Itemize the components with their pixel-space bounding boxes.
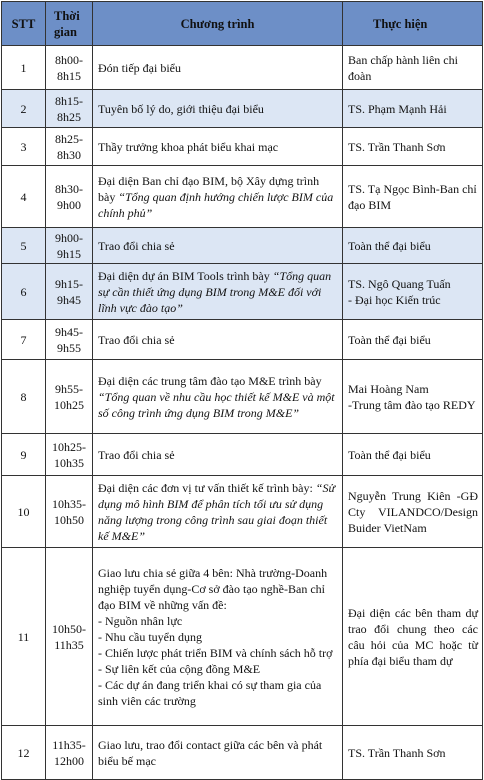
cell-program: Đại diện dự án BIM Tools trình bày “Tổng quan sự cần thiết ứng dụng BIM trong M&E đối với lĩnh vực đào tạo” — [93, 264, 343, 320]
table-row — [2, 434, 483, 476]
table-row — [2, 476, 483, 548]
cell-performer: TS. Ngô Quang Tuấn - Đại học Kiến trúc — [343, 264, 483, 320]
table-row — [2, 228, 483, 264]
cell-program: Thầy trưởng khoa phát biểu khai mạc — [93, 128, 343, 166]
header-performer: Thực hiện — [343, 2, 483, 46]
cell-performer: Toàn thể đại biểu — [343, 228, 483, 264]
cell-stt: 9 — [2, 434, 46, 476]
cell-stt: 7 — [2, 320, 46, 360]
cell-time: 9h15- 9h45 — [46, 264, 93, 320]
cell-stt: 12 — [2, 726, 46, 780]
list-item: - Nguồn nhân lực — [98, 613, 183, 628]
cell-performer: Toàn thể đại biểu — [343, 434, 483, 476]
cell-time: 11h35- 12h00 — [46, 726, 93, 780]
cell-time: 9h55- 10h25 — [46, 360, 93, 434]
cell-stt: 11 — [2, 548, 46, 726]
cell-performer: TS. Phạm Mạnh Hải — [343, 90, 483, 128]
table-row — [2, 320, 483, 360]
cell-program: Trao đổi chia sẻ — [93, 228, 343, 264]
table-row — [2, 90, 483, 128]
cell-time: 10h35- 10h50 — [46, 476, 93, 548]
cell-program: Trao đổi chia sẻ — [93, 320, 343, 360]
table-row — [2, 166, 483, 228]
cell-program: Đại diện các đơn vị tư vấn thiết kế trình bày: “Sử dụng mô hình BIM để phân tích tối ưu sử dụng năng lượng trong công trình sau giai đoạn thiết kế M&E” — [93, 476, 343, 548]
table-row — [2, 360, 483, 434]
cell-performer: Mai Hoàng Nam -Trung tâm đào tạo REDY — [343, 360, 483, 434]
header-row — [2, 2, 483, 46]
list-item: - Nhu cầu tuyển dụng — [98, 629, 202, 644]
table-row — [2, 128, 483, 166]
cell-time: 10h50- 11h35 — [46, 548, 93, 726]
cell-program: Tuyên bố lý do, giới thiệu đại biểu — [93, 90, 343, 128]
cell-time: 10h25- 10h35 — [46, 434, 93, 476]
header-program: Chương trình — [93, 2, 343, 46]
list-item: - Chiến lược phát triển BIM và chính sách hỗ trợ — [98, 645, 333, 660]
cell-performer: TS. Tạ Ngọc Bình-Ban chỉ đạo BIM — [343, 166, 483, 228]
cell-performer: TS. Trần Thanh Sơn — [343, 726, 483, 780]
cell-program: Giao lưu chia sẻ giữa 4 bên: Nhà trường-Doanh nghiệp tuyển dụng-Cơ sở đào tạo nghề-Ban chỉ đạo BIM về những vấn đề: - Nguồn nhân lực - Nhu cầu tuyển dụng - Chiến lược phát triển BIM và chính sách hỗ trợ - Sự liên kết của cộng đồng M&E - Các dự án đang triển khai có sự tham gia của sinh viên các trường — [93, 548, 343, 726]
cell-performer: Toàn thể đại biểu — [343, 320, 483, 360]
cell-time: 8h30- 9h00 — [46, 166, 93, 228]
cell-stt: 5 — [2, 228, 46, 264]
cell-performer: Ban chấp hành liên chi đoàn — [343, 46, 483, 90]
cell-time: 9h45- 9h55 — [46, 320, 93, 360]
agenda-table — [1, 1, 483, 780]
cell-program: Đón tiếp đại biểu — [93, 46, 343, 90]
cell-stt: 10 — [2, 476, 46, 548]
cell-stt: 8 — [2, 360, 46, 434]
table-row — [2, 726, 483, 780]
header-stt: STT — [2, 2, 46, 46]
cell-time: 8h15- 8h25 — [46, 90, 93, 128]
cell-stt: 4 — [2, 166, 46, 228]
table-row — [2, 548, 483, 726]
cell-performer: Đại diện các bên tham dự trao đổi chung theo các câu hỏi của MC hoặc từ phía đại biểu tham dự — [343, 548, 483, 726]
cell-performer: TS. Trần Thanh Sơn — [343, 128, 483, 166]
cell-stt: 3 — [2, 128, 46, 166]
cell-program: Đại diện các trung tâm đào tạo M&E trình bày “Tổng quan về nhu cầu học thiết kế M&E và một số công trình ứng dụng BIM trong M&E” — [93, 360, 343, 434]
cell-time: 8h00- 8h15 — [46, 46, 93, 90]
table-row — [2, 264, 483, 320]
cell-performer: Nguyễn Trung Kiên -GĐ Cty VILANDCO/Design Buider VietNam — [343, 476, 483, 548]
cell-stt: 6 — [2, 264, 46, 320]
list-item: - Sự liên kết của cộng đồng M&E — [98, 661, 261, 676]
cell-program: Giao lưu, trao đổi contact giữa các bên và phát biểu bế mạc — [93, 726, 343, 780]
list-item: - Các dự án đang triển khai có sự tham gia của sinh viên các trường — [98, 677, 322, 708]
cell-stt: 1 — [2, 46, 46, 90]
table-row — [2, 46, 483, 90]
header-time: Thời gian — [46, 2, 93, 46]
cell-time: 8h25- 8h30 — [46, 128, 93, 166]
cell-stt: 2 — [2, 90, 46, 128]
cell-program: Trao đổi chia sẻ — [93, 434, 343, 476]
cell-time: 9h00- 9h15 — [46, 228, 93, 264]
cell-program: Đại diện Ban chỉ đạo BIM, bộ Xây dựng trình bày “Tổng quan định hướng chiến lược BIM của chính phủ” — [93, 166, 343, 228]
